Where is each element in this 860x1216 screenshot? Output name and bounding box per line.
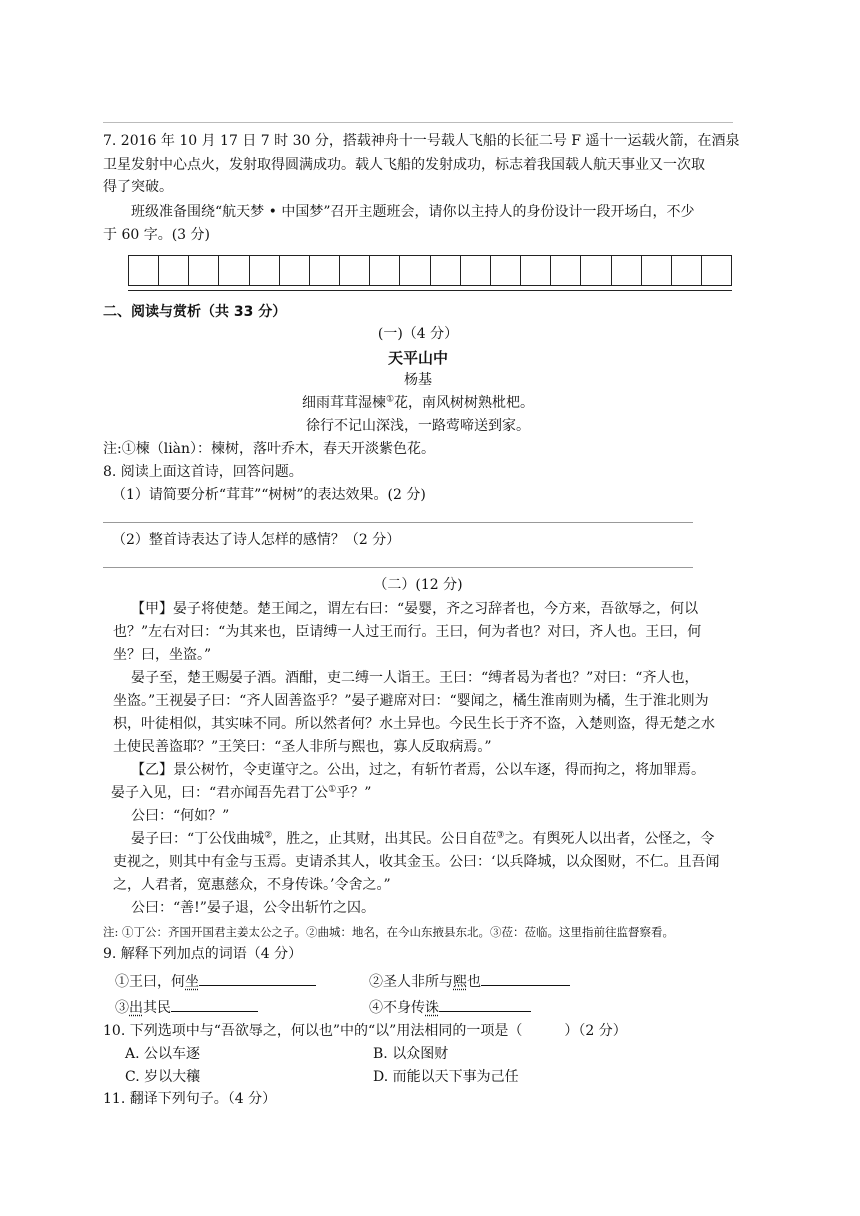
- q10-option-b[interactable]: B. 以众图财: [373, 1046, 449, 1062]
- dotted-word: 熙: [453, 974, 467, 990]
- q10-option-d[interactable]: D. 而能以天下事为己任: [373, 1069, 519, 1085]
- grid-cell[interactable]: [672, 256, 702, 285]
- passage-jia-4: 晏子至，楚王赐晏子酒。酒酣，吏二缚一人诣王。王曰：“缚者曷为者也？”对曰：“齐人也，: [131, 670, 699, 686]
- grid-cell[interactable]: [189, 256, 219, 285]
- poem-part-label: (一)（4 分）: [377, 326, 459, 342]
- q9-item-3-text: 其民: [143, 1000, 171, 1016]
- q9-item-2: [369, 971, 570, 992]
- answer-blank[interactable]: [199, 971, 316, 986]
- grid-cell[interactable]: [702, 256, 731, 285]
- grid-underline: [128, 290, 732, 291]
- q9-item-4-text: ④不身传: [369, 1000, 425, 1016]
- q8-sub-1: （1）请简要分析“茸茸”“树树”的表达效果。(2 分): [112, 487, 426, 503]
- passage-yi-2-text: 晏子入见，曰：“君亦闻吾先君丁公: [111, 785, 329, 801]
- q9-stem: 9. 解释下列加点的词语（4 分）: [103, 946, 303, 962]
- answer-line[interactable]: [103, 522, 693, 523]
- q9-item-1-text: ①王曰，何: [115, 974, 185, 990]
- q11-stem: 11. 翻译下列句子。（4 分）: [103, 1091, 277, 1107]
- poem-line-2: 徐行不记山深浅，一路莺啼送到家。: [306, 418, 530, 434]
- q7-prompt-line-1: 班级准备围绕“航天梦 • 中国梦”召开主题班会，请你以主持人的身份设计一段开场白，不少: [131, 204, 695, 220]
- passage-yi-4-text: 之。有舆死人以出者，公怪之，令: [504, 831, 715, 847]
- footnote-marker: ①: [328, 784, 337, 795]
- poem-author: 杨基: [404, 372, 432, 388]
- grid-cell[interactable]: [280, 256, 310, 285]
- passage-jia-6: 枳，叶徒相似，其实味不同。所以然者何？水土异也。今民生长于齐不盗，入楚则盗，得无楚之水: [113, 716, 715, 732]
- q9-item-4: [369, 997, 531, 1018]
- grid-cell[interactable]: [219, 256, 249, 285]
- footnote-marker: ②: [264, 830, 273, 841]
- grid-cell[interactable]: [370, 256, 400, 285]
- passage-part-label: （二）(12 分): [373, 577, 463, 593]
- answer-blank[interactable]: [171, 997, 258, 1012]
- poem-note: 注:①楝（liàn）：楝树，落叶乔木，春天开淡紫色花。: [103, 441, 436, 457]
- passage-yi-4-text: 晏子曰：“丁公伐曲城: [131, 831, 265, 847]
- footnote-marker: ①: [385, 394, 395, 405]
- dotted-word: 诛: [425, 1000, 439, 1016]
- passage-yi-5: 吏视之，则其中有金与玉焉。吏请杀其人，收其金玉。公曰：‘以兵降城，以众图财，不仁。且吾闻: [113, 854, 720, 870]
- passage-jia-5: 坐盗。”王视晏子曰：“齐人固善盗乎？”晏子避席对曰：“婴闻之，橘生淮南则为橘，生于淮北则为: [113, 693, 709, 709]
- dotted-word: 出: [129, 1000, 143, 1016]
- grid-cell[interactable]: [310, 256, 340, 285]
- q9-item-3-text: ③: [115, 1000, 129, 1016]
- grid-cell[interactable]: [431, 256, 461, 285]
- grid-cell[interactable]: [612, 256, 642, 285]
- grid-cell[interactable]: [340, 256, 370, 285]
- passage-yi-4: [131, 829, 714, 849]
- q9-item-1: [115, 971, 316, 992]
- q7-line-1: 7. 2016 年 10 月 17 日 7 时 30 分，搭载神舟十一号载人飞船的长征二号 F 遥十一运载火箭，在酒泉: [103, 133, 740, 149]
- passage-jia-7: 土使民善盗耶？”王笑曰：“圣人非所与熙也，寡人反取病焉。”: [113, 739, 492, 755]
- q9-item-3: [115, 997, 258, 1018]
- q7-prompt-line-2: 于 60 字。(3 分): [103, 227, 210, 243]
- q8-sub-2: （2）整首诗表达了诗人怎样的感情？（2 分）: [112, 532, 401, 548]
- dotted-word: 坐: [185, 974, 199, 990]
- grid-cell[interactable]: [521, 256, 551, 285]
- passage-note: 注: ①丁公：齐国开国君主姜太公之子。②曲城：地名，在今山东掖县东北。③莅：莅临。这里指前往监督察看。: [103, 925, 675, 939]
- passage-yi-2-text: 乎？”: [336, 785, 372, 801]
- passage-yi-1: 【乙】景公树竹，令吏谨守之。公出，过之，有斩竹者焉，公以车逐，得而拘之，将加罪焉。: [131, 762, 705, 778]
- poem-line-1-text: 花，南风树树熟枇杷。: [394, 395, 535, 411]
- poem-line-1-text: 细雨茸茸湿楝: [301, 395, 386, 411]
- passage-yi-3: 公曰：“何如？”: [131, 808, 230, 824]
- grid-cell[interactable]: [581, 256, 611, 285]
- answer-blank[interactable]: [439, 997, 531, 1012]
- passage-yi-4-text: ，胜之，止其财，出其民。公日自莅: [272, 831, 497, 847]
- poem-title: 天平山中: [387, 349, 448, 367]
- passage-yi-2: [111, 783, 371, 803]
- q7-line-2: 卫星发射中心点火，发射取得圆满成功。载人飞船的发射成功，标志着我国载人航天事业又一次取: [103, 157, 705, 173]
- grid-cell[interactable]: [461, 256, 491, 285]
- passage-yi-7: 公曰：“善!”晏子退，公令出斩竹之囚。: [131, 900, 375, 916]
- footnote-marker: ③: [496, 830, 505, 841]
- q10-option-a[interactable]: A. 公以车逐: [125, 1046, 201, 1062]
- passage-jia-1: 【甲】晏子将使楚。楚王闻之，谓左右曰：“晏婴，齐之习辞者也，今方来，吾欲辱之，何以: [131, 601, 699, 617]
- header-rule: [103, 122, 733, 123]
- q9-item-2-text: ②圣人非所与: [369, 974, 453, 990]
- passage-jia-3: 坐？曰，坐盗。”: [113, 647, 212, 663]
- answer-line[interactable]: [103, 567, 693, 568]
- grid-cell[interactable]: [551, 256, 581, 285]
- grid-cell[interactable]: [159, 256, 189, 285]
- q10-stem: 10. 下列选项中与“吾欲辱之，何以也”中的“以”用法相同的一项是（ ）（2 分）: [103, 1023, 627, 1039]
- grid-cell[interactable]: [129, 256, 159, 285]
- answer-blank[interactable]: [481, 971, 570, 986]
- grid-cell[interactable]: [250, 256, 280, 285]
- grid-cell[interactable]: [400, 256, 430, 285]
- answer-grid[interactable]: [128, 255, 732, 286]
- passage-jia-2: 也？”左右对曰：“为其来也，臣请缚一人过王而行。王曰，何为者也？对曰，齐人也。王曰，何: [113, 624, 702, 640]
- section-2-title: 二、阅读与赏析（共 33 分）: [103, 304, 287, 320]
- grid-cell[interactable]: [642, 256, 672, 285]
- grid-cell[interactable]: [491, 256, 521, 285]
- passage-yi-6: 之，人君者，宽惠慈众，不身传诛。’令舍之。”: [113, 877, 391, 893]
- q7-line-3: 得了突破。: [103, 179, 173, 195]
- q10-option-c[interactable]: C. 岁以大穰: [125, 1069, 201, 1085]
- q9-item-2-text: 也: [467, 974, 481, 990]
- q8-stem: 8. 阅读上面这首诗，回答问题。: [103, 464, 303, 480]
- poem-line-1: [103, 393, 733, 413]
